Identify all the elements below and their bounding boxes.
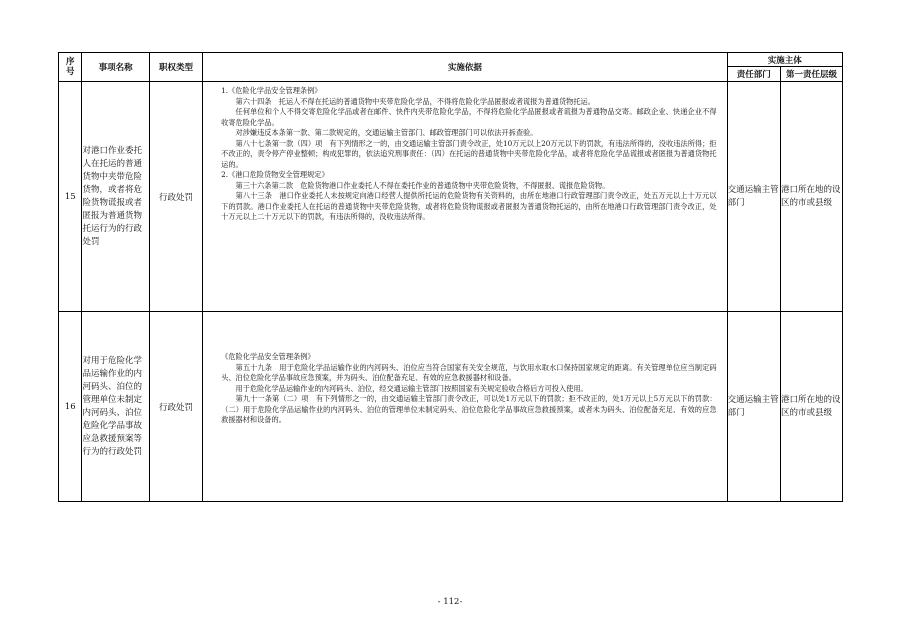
row-authority-type: 行政处罚 bbox=[149, 82, 202, 312]
row-authority-type: 行政处罚 bbox=[149, 312, 202, 502]
table-row bbox=[59, 82, 843, 312]
row-item-name: 对用于危险化学品运输作业的内河码头、泊位的管理单位未制定内河码头、泊位危险化学品事故应急救援预案等行为的行政处罚 bbox=[82, 312, 149, 502]
basis-paragraph: 第九十一条第（二）项 有下列情形之一的，由交通运输主管部门责令改正，可以处1万元以下的罚款；拒不改正的，处1万元以上5万元以下的罚款：（二）用于危险化学品运输作业的内河码头、泊位的管理单位未制定码头、泊位危险化学品事故应急救援预案，或者未为码头、泊位配备充足、有效的应急救援器材和设备的。 bbox=[221, 394, 717, 424]
header-name: 事项名称 bbox=[82, 53, 149, 82]
row-first-level: 港口所在地的设区的市或县级 bbox=[780, 82, 842, 312]
header-subject: 实施主体 bbox=[727, 53, 842, 67]
row-basis bbox=[203, 82, 727, 312]
basis-paragraph: 任何单位和个人不得交寄危险化学品或者在邮件、快件内夹带危险化学品，不得将危险化学品匿报或者谎报为普通物品交寄。邮政企业、快递企业不得收寄危险化学品。 bbox=[221, 107, 717, 127]
row-responsible-dept: 交通运输主管部门 bbox=[727, 82, 780, 312]
header-basis: 实施依据 bbox=[203, 53, 727, 82]
basis-paragraph: 第八十三条 港口作业委托人未按规定向港口经营人提供所托运的危险货物有关资料的，由所在地港口行政管理部门责令改正，处五万元以上十万元以下的罚款。港口作业委托人在托运的普通货物中夹带危险货物，或者将危险货物谎报或者匿报为普通货物托运的，由所在地港口行政管理部门责令改正，处十万元以上二十万元以下的罚款，有违法所得的，没收违法所得。 bbox=[221, 191, 717, 221]
row-seq: 16 bbox=[59, 312, 82, 502]
row-responsible-dept: 交通运输主管部门 bbox=[727, 312, 780, 502]
header-seq: 序号 bbox=[59, 53, 82, 82]
basis-paragraph: 第六十四条 托运人不得在托运的普通货物中夹带危险化学品，不得将危险化学品匿报或者谎报为普通货物托运。 bbox=[235, 96, 595, 106]
header-level: 第一责任层级 bbox=[780, 67, 842, 82]
header-dept: 责任部门 bbox=[727, 67, 780, 82]
basis-paragraph: 用于危险化学品运输作业的内河码头、泊位，经交通运输主管部门按照国家有关规定验收合格后方可投入使用。 bbox=[235, 383, 588, 393]
row-seq: 15 bbox=[59, 82, 82, 312]
basis-paragraph: 对涉嫌违反本条第一款、第二款规定的，交通运输主管部门、邮政管理部门可以依法开拆查验。 bbox=[235, 128, 538, 137]
table-row bbox=[59, 312, 843, 502]
row-first-level: 港口所在地的设区的市或县级 bbox=[780, 312, 842, 502]
header-type: 职权类型 bbox=[149, 53, 202, 82]
basis-paragraph: 《危险化学品安全管理条例》 bbox=[221, 352, 315, 361]
row-basis bbox=[203, 312, 727, 502]
basis-paragraph: 2.《港口危险货物安全管理规定》 bbox=[221, 170, 329, 179]
basis-paragraph: 第五十九条 用于危险化学品运输作业的内河码头、泊位应当符合国家有关安全规范，与饮用水取水口保持国家规定的距离。有关管理单位应当制定码头、泊位危险化学品事故应急预案，并为码头、泊位配备充足、有效的应急救援器材和设备。 bbox=[221, 362, 717, 382]
basis-paragraph: 第八十七条第一款（四）项 有下列情形之一的，由交通运输主管部门责令改正，处10万元以上20万元以下的罚款，有违法所得的，没收违法所得；拒不改正的，责令停产停业整顿；构成犯罪的，依法追究刑事责任：（四）在托运的普通货物中夹带危险化学品，或者将危险化学品谎报或者匿报为普通货物托运的。 bbox=[221, 138, 717, 169]
basis-paragraph: 第三十六条第二款 危险货物港口作业委托人不得在委托作业的普通货物中夹带危险货物，不得匿报、谎报危险货物。 bbox=[235, 180, 610, 190]
authority-table bbox=[58, 52, 843, 502]
basis-paragraph: 1.《危险化学品安全管理条例》 bbox=[221, 86, 322, 95]
page-number: - 112- bbox=[437, 597, 463, 607]
row-item-name: 对港口作业委托人在托运的普通货物中夹带危险货物，或者将危险货物谎报或者匿报为普通货物托运行为的行政处罚 bbox=[82, 82, 149, 312]
